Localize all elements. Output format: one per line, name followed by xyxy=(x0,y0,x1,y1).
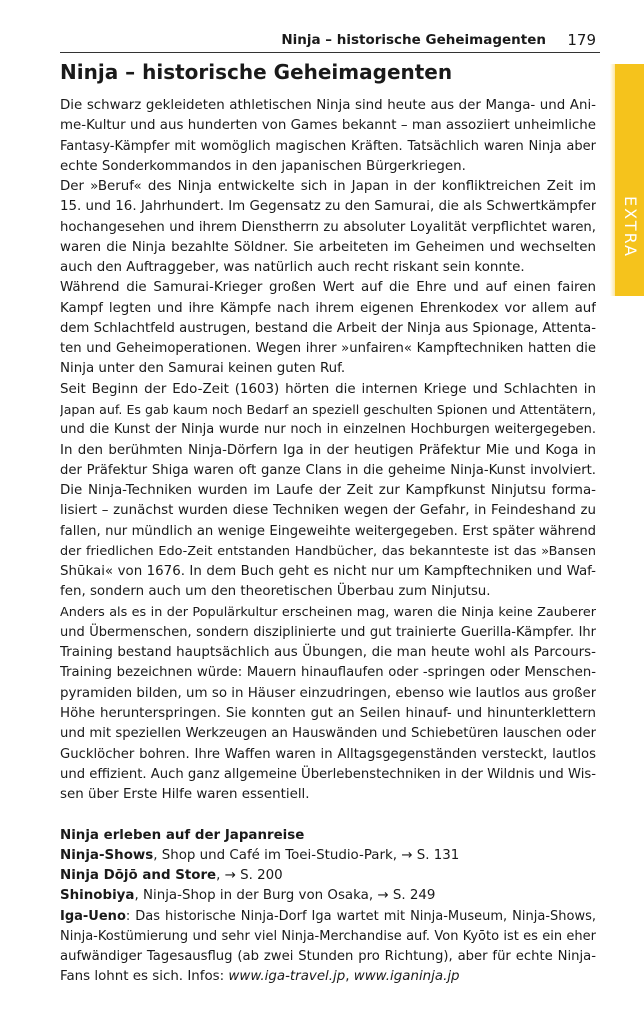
info-line-text: Fans lohnt es sich. Infos: xyxy=(60,969,229,985)
body-line: und effizient. Auch ganz allgemeine Überlebenstechniken in der Wildnis und Wis- xyxy=(60,766,596,782)
body-line: In den berühmten Ninja-Dörfern Iga in der heutigen Präfektur Mie und Koga in xyxy=(60,442,596,458)
body-line: lisiert – zunächst wurden diese Techniken wegen der Gefahr, in Feindeshand zu xyxy=(60,503,596,519)
body-line: dem Schlachtfeld austrugen, bestand die Arbeit der Ninja aus Spionage, Attenta- xyxy=(60,320,596,336)
body-line: Ninja unter den Samurai keinen guten Ruf. xyxy=(60,361,346,377)
body-line: fen, sondern auch um den theoretischen Überbau zum Ninjutsu. xyxy=(60,584,491,600)
body-line: Kampf legten und ihre Kämpfe nach ihrem eigenen Ehrenkodex vor allem auf xyxy=(60,300,596,316)
body-line: Training bestand hauptsächlich aus Übungen, die man heute wohl als Parcours- xyxy=(60,645,596,661)
info-entry xyxy=(60,907,596,927)
body-line: Während die Samurai-Krieger großen Wert auf die Ehre und auf einen fairen xyxy=(60,280,596,296)
page-number: 179 xyxy=(567,31,596,49)
body-line: Gucklöcher bohren. Ihre Waffen waren in Alltagsgegenständen versteckt, lautlos xyxy=(60,746,596,762)
body-line: auch den Auftraggeber, was natürlich auch recht riskant sein konnte. xyxy=(60,260,525,276)
body-line: Die Ninja-Techniken wurden im Laufe der Zeit zur Kampfkunst Ninjutsu forma- xyxy=(60,483,596,499)
iganinja-link[interactable]: www.iganinja.jp xyxy=(353,969,460,985)
body-line: hochangesehen und ihrem Dienstherrn zu absoluter Loyalität verpflichtet waren, xyxy=(60,219,596,235)
body-line: der Präfektur Shiga waren oft ganze Clans in die geheime Ninja-Kunst involviert. xyxy=(60,462,596,478)
side-tab xyxy=(615,64,644,296)
iga-travel-link[interactable]: www.iga-travel.jp xyxy=(228,969,346,985)
body-line: Die schwarz gekleideten athletischen Ninja sind heute aus der Manga- und Ani- xyxy=(60,98,596,113)
page-title: Ninja – historische Geheimagenten xyxy=(60,60,453,84)
info-entry-text: , Ninja-Shop in der Burg von Osaka, → S. 249 xyxy=(134,888,436,904)
body-line: waren die Ninja bezahlte Söldner. Sie arbeiteten im Geheimen und wechselten xyxy=(60,239,596,255)
body-line: Höhe herunterspringen. Sie konnten gut an Seilen hinauf- und hinunterklettern xyxy=(60,705,596,721)
body-line: und mit speziellen Werkzeugen an Hauswänden und Schiebetüren lauschen oder xyxy=(60,726,596,742)
info-entry xyxy=(60,846,596,866)
body-line: sen über Erste Hilfe waren essentiell. xyxy=(60,787,310,803)
body-line: fallen, nur mündlich an wenige Eingeweihte weitergegeben. Erst später während xyxy=(60,523,596,539)
info-entry xyxy=(60,886,596,906)
body-line: und Übermenschen, sondern disziplinierte und gut trainierte Guerilla-Kämpfer. Ihr xyxy=(60,624,596,640)
info-entry-name: Ninja Dōjō and Store xyxy=(60,868,217,884)
body-line: ten und Geheimoperationen. Wegen ihrer »unfairen« Kampftechniken hatten die xyxy=(60,341,596,357)
body-line: Anders als es in der Populärkultur erscheinen mag, waren die Ninja keine Zauberer xyxy=(60,604,596,620)
body-line: 15. und 16. Jahrhundert. Im Gegensatz zu den Samurai, die als Schwertkämpfer xyxy=(60,199,596,215)
header-rule xyxy=(60,52,600,53)
body-line: echte Sonderkommandos in den japanischen Bürgerkriegen. xyxy=(60,158,466,174)
body-line: Seit Beginn der Edo-Zeit (1603) hörten die internen Kriege und Schlachten in xyxy=(60,381,596,397)
article-body xyxy=(60,96,596,988)
link-separator: , xyxy=(345,969,354,985)
info-entry-text: , Shop und Café im Toei-Studio-Park, → S. 131 xyxy=(153,847,460,863)
info-entry-name: Shinobiya xyxy=(60,888,135,904)
body-line: Der »Beruf« des Ninja entwickelte sich in Japan in der konfliktreichen Zeit im xyxy=(60,179,596,195)
body-line: der friedlichen Edo-Zeit entstanden Handbücher, das bekannteste ist das »Bansen xyxy=(60,543,596,559)
info-line: Ninja-Kostümierung und sehr viel Ninja-Merchandise auf. Von Kyōto ist es ein eher xyxy=(60,928,596,944)
paragraph-gap xyxy=(60,805,596,825)
info-line: aufwändiger Tagesausflug (ab zwei Stunden pro Richtung), aber für echte Ninja- xyxy=(60,949,596,965)
info-entry-text: , → S. 200 xyxy=(216,868,283,884)
body-line: Japan auf. Es gab kaum noch Bedarf an speziell geschulten Spionen und Attentätern, xyxy=(60,401,596,417)
side-tab-label: EXTRA xyxy=(621,196,640,258)
info-entry xyxy=(60,866,596,886)
info-line xyxy=(60,967,596,987)
info-entry-name: Ninja-Shows xyxy=(60,847,154,863)
info-heading: Ninja erleben auf der Japanreise xyxy=(60,827,305,843)
body-line: me-Kultur und aus hunderten von Games bekannt – man assoziiert unheimliche xyxy=(60,118,596,134)
body-line: pyramiden bilden, um so in Häuser einzudringen, ebenso wie lautlos aus großer xyxy=(60,685,596,701)
body-line: Shūkai« von 1676. In dem Buch geht es nicht nur um Kampftechniken und Waf- xyxy=(60,564,596,580)
body-line: und die Kunst der Ninja wurde nur noch in einzelnen Hochburgen weitergegeben. xyxy=(60,422,596,438)
running-header xyxy=(60,22,600,50)
info-entry-name: Iga-Ueno xyxy=(60,908,126,924)
info-entry-text: : Das historische Ninja-Dorf Iga wartet mit Ninja-Museum, Ninja-Shows, xyxy=(125,908,596,924)
body-line: Fantasy-Kämpfer mit womöglich magischen Kräften. Tatsächlich waren Ninja aber xyxy=(60,138,596,154)
running-title: Ninja – historische Geheimagenten xyxy=(281,32,546,48)
body-line: Training bezeichnen würde: Mauern hinauflaufen oder -springen oder Menschen- xyxy=(60,665,596,681)
